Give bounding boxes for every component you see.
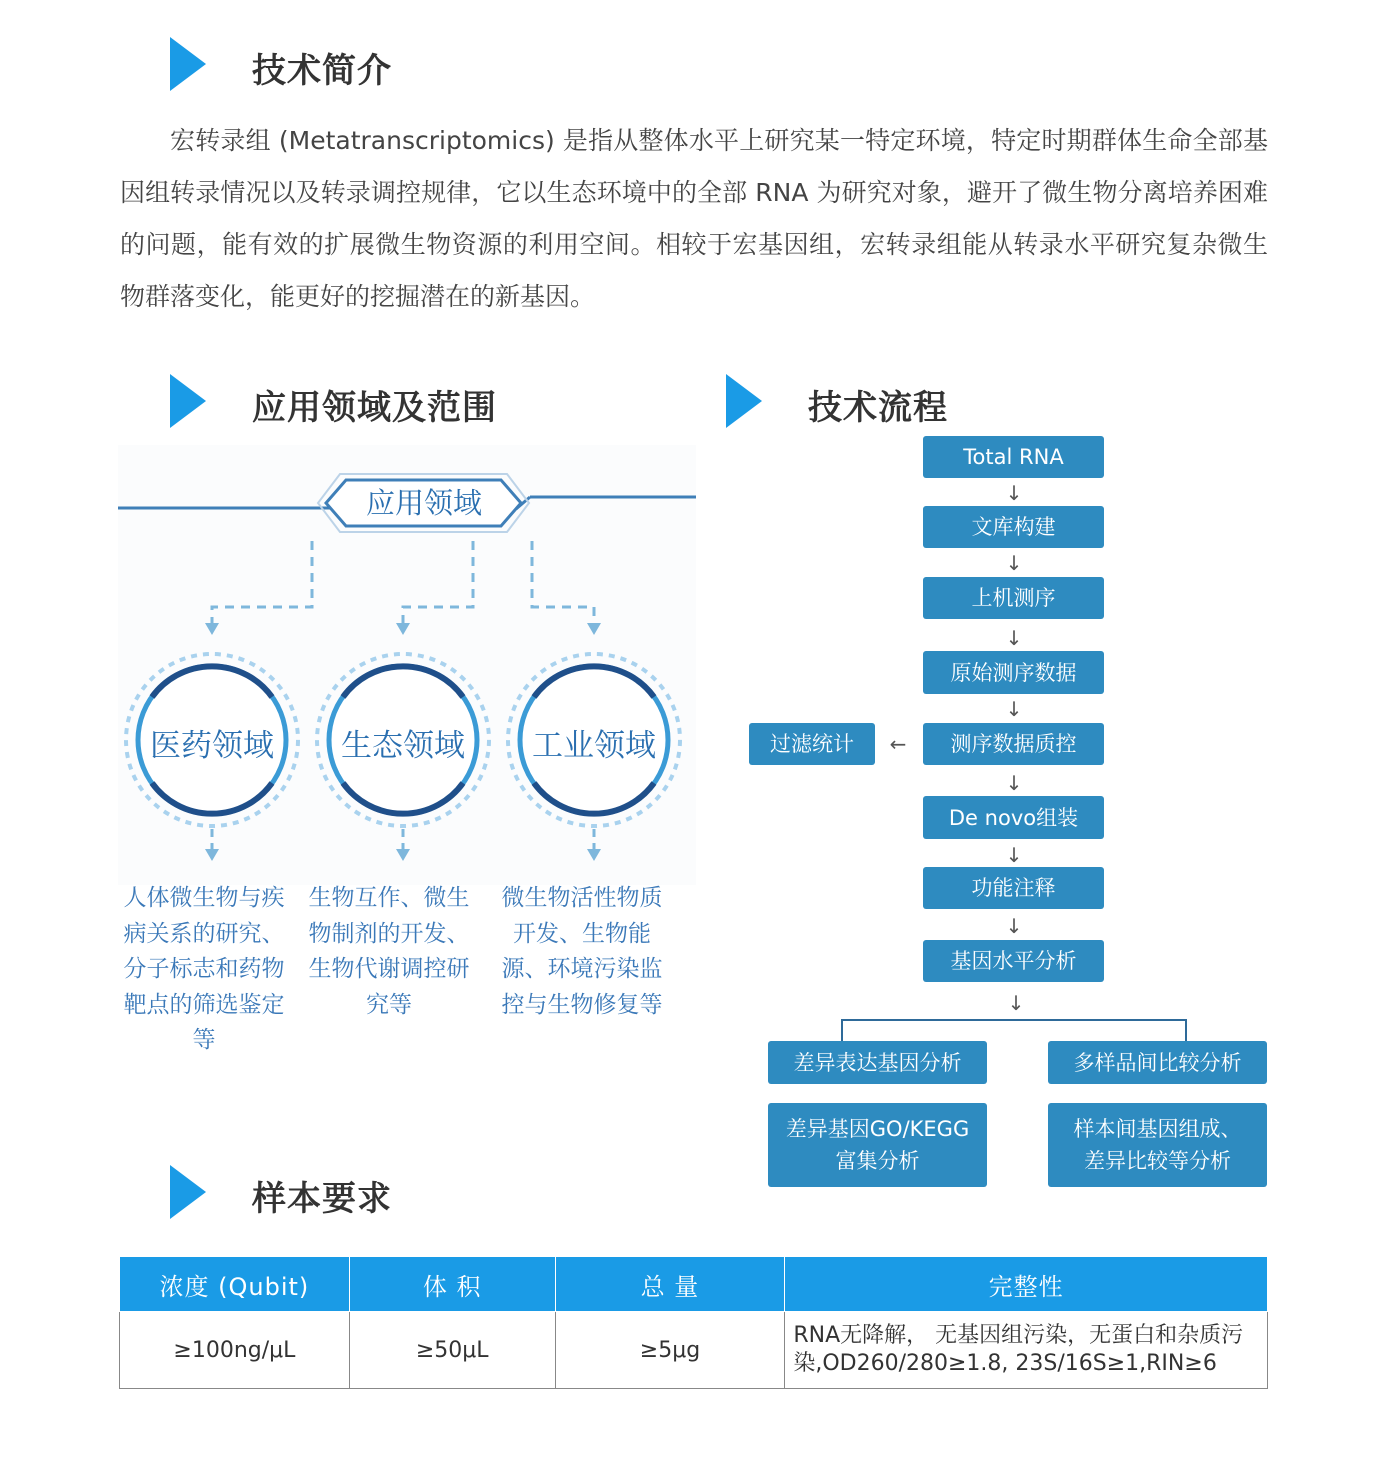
flow-step-assembly: De novo组装 — [923, 796, 1104, 839]
application-section-header — [170, 374, 620, 430]
flow-arrow-down: ↓ — [1005, 843, 1023, 867]
flow-arrow-down: ↓ — [1005, 481, 1023, 505]
flow-step-library: 文库构建 — [923, 506, 1104, 548]
sample-comparison-line-2: 差异比较等分析 — [1084, 1149, 1231, 1173]
flow-step-sequencing: 上机测序 — [923, 577, 1104, 619]
field-medical-desc: 人体微生物与疾病关系的研究、分子标志和药物靶点的筛选鉴定等 — [123, 885, 285, 1053]
field-ecology-label: 生态领域 — [341, 728, 465, 764]
go-kegg-line-2: 富集分析 — [835, 1149, 920, 1173]
flow-step-qc: 测序数据质控 — [923, 723, 1104, 765]
header-volume: 体 积 — [349, 1257, 555, 1312]
flow-step-raw-data: 原始测序数据 — [923, 651, 1104, 694]
triangle-marker-icon — [170, 37, 206, 91]
table-row — [120, 1312, 1268, 1389]
flow-branch-diff-expression: 差异表达基因分析 — [768, 1041, 987, 1084]
cell-volume: ≥50μL — [349, 1312, 555, 1389]
triangle-marker-icon — [726, 374, 762, 428]
table-header-row — [120, 1257, 1268, 1312]
flow-arrow-down: ↓ — [1005, 697, 1023, 721]
header-integrity: 完整性 — [785, 1257, 1268, 1312]
cell-total: ≥5μg — [555, 1312, 785, 1389]
intro-section-header — [170, 37, 570, 93]
sample-comparison-line-1: 样本间基因组成、 — [1073, 1117, 1242, 1141]
field-industry-label: 工业领域 — [532, 728, 656, 764]
triangle-marker-icon — [170, 1165, 206, 1219]
flow-arrow-down: ↓ — [1005, 626, 1023, 650]
flow-step-gene-analysis: 基因水平分析 — [923, 940, 1104, 982]
field-industry-desc: 微生物活性物质开发、生物能源、环境污染监控与生物修复等 — [501, 885, 663, 1018]
go-kegg-line-1: 差异基因GO/KEGG — [785, 1117, 970, 1141]
workflow-section-header — [726, 374, 1076, 430]
sample-requirements-table — [119, 1256, 1268, 1389]
flow-arrow-down: ↓ — [1005, 771, 1023, 795]
flow-arrow-down: ↓ — [1007, 991, 1025, 1015]
field-ecology-desc: 生物互作、微生物制剂的开发、生物代谢调控研究等 — [308, 885, 470, 1018]
flow-step-annotation: 功能注释 — [923, 867, 1104, 909]
flow-branch-sample-comparison — [1048, 1103, 1267, 1187]
flow-arrow-down: ↓ — [1005, 551, 1023, 575]
header-total: 总 量 — [555, 1257, 785, 1312]
flow-step-total-rna: Total RNA — [923, 436, 1104, 478]
cell-integrity: RNA无降解， 无基因组污染，无蛋白和杂质污染,OD260/280≥1.8, 23S/16S≥1,RIN≥6 — [785, 1312, 1268, 1389]
header-concentration: 浓度 (Qubit) — [120, 1257, 350, 1312]
sample-section-header — [170, 1165, 570, 1221]
flow-branch-multi-sample: 多样品间比较分析 — [1048, 1041, 1267, 1084]
application-diagram — [118, 445, 696, 885]
intro-paragraph — [120, 115, 1268, 323]
application-title: 应用领域及范围 — [252, 388, 497, 428]
cell-concentration: ≥100ng/μL — [120, 1312, 350, 1389]
triangle-marker-icon — [170, 374, 206, 428]
flow-arrow-down: ↓ — [1005, 914, 1023, 938]
intro-text: 宏转录组 (Metatranscriptomics) 是指从整体水平上研究某一特定环境，特定时期群体生命全部基因组转录情况以及转录调控规律，它以生态环境中的全部 RNA 为研究对象，避开了微生物分离培养困难的问题，能有效的扩展微生物资源的利用空间。相较于宏基因组，宏转录组能从转录水平研究复杂微生物群落变化，能更好的挖掘潜在的新基因。 — [120, 126, 1268, 311]
intro-title: 技术简介 — [252, 51, 392, 91]
center-label: 应用领域 — [365, 486, 482, 520]
flow-arrow-left: ← — [889, 732, 907, 756]
flow-step-filter-stats: 过滤统计 — [749, 723, 875, 765]
workflow-title: 技术流程 — [808, 388, 948, 428]
flow-branch-go-kegg — [768, 1103, 987, 1187]
field-medical-label: 医药领域 — [150, 728, 274, 764]
sample-title: 样本要求 — [252, 1179, 392, 1219]
